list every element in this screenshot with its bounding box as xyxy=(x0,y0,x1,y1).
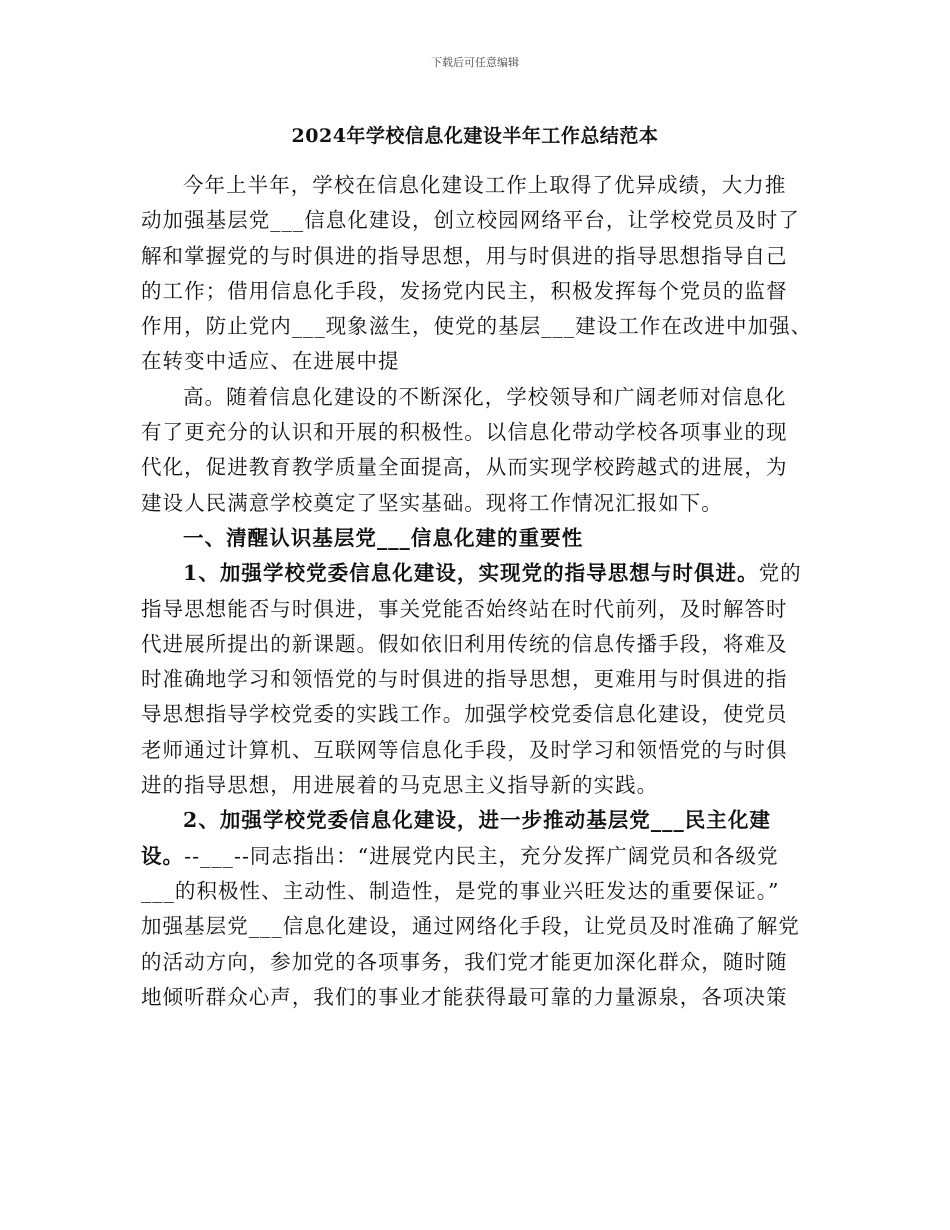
paragraph-line: 动加强基层党___信息化建设，创立校园网络平台，让学校党员及时了 xyxy=(141,208,800,233)
subheading-rest: 党的 xyxy=(758,561,802,586)
subheading-line: 2、加强学校党委信息化建设，进一步推动基层党___民主化建 xyxy=(183,808,771,833)
subheading-line xyxy=(141,556,821,591)
subheading-rest: --___--同志指出：“进展党内民主，充分发挥广阔党员和各级党 xyxy=(184,843,779,868)
document-title: 2024年学校信息化建设半年工作总结范本 xyxy=(291,125,659,147)
paragraph-line: 地倾听群众心声，我们的事业才能获得最可靠的力量源泉，各项决策 xyxy=(141,984,788,1009)
paragraph-line: 加强基层党___信息化建设，通过网络化手段，让党员及时准确了解党 xyxy=(141,914,800,939)
paragraph-line: 在转变中适应、在进展中提 xyxy=(141,349,400,374)
paragraph-line: 今年上半年，学校在信息化建设工作上取得了优异成绩，大力推 xyxy=(183,173,787,197)
paragraph-line: 有了更充分的认识和开展的积极性。以信息化带动学校各项事业的现 xyxy=(141,420,788,445)
paragraph-line: 指导思想能否与时俱进，事关党能否始终站在时代前列，及时解答时 xyxy=(141,596,788,621)
paragraph-line: 代进展所提出的新课题。假如依旧利用传统的信息传播手段，将难及 xyxy=(141,631,788,656)
document-body xyxy=(141,168,821,1015)
section-heading: 一、清醒认识基层党___信息化建的重要性 xyxy=(183,525,584,550)
paragraph-line: 的工作；借用信息化手段，发扬党内民主，积极发挥每个党员的监督 xyxy=(141,278,788,303)
paragraph-line: 导思想指导学校党委的实践工作。加强学校党委信息化建设，使党员 xyxy=(141,702,788,727)
paragraph-line: 建设人民满意学校奠定了坚实基础。现将工作情况汇报如下。 xyxy=(141,490,723,515)
paragraph-line: 解和掌握党的与时俱进的指导思想，用与时俱进的指导思想指导自己 xyxy=(141,243,788,268)
paragraph-line: 老师通过计算机、互联网等信息化手段，及时学习和领悟党的与时俱 xyxy=(141,737,788,762)
paragraph-line: 高。随着信息化建设的不断深化，学校领导和广阔老师对信息化 xyxy=(183,384,787,409)
paragraph-line: ___的积极性、主动性、制造性，是党的事业兴旺发达的重要保证。” xyxy=(141,878,780,903)
paragraph-line: 代化，促进教育教学质量全面提高，从而实现学校跨越式的进展，为 xyxy=(141,455,788,480)
subheading-bold: 设。 xyxy=(141,843,185,868)
paragraph-line: 的活动方向，参加党的各项事务，我们党才能更加深化群众，随时随 xyxy=(141,949,788,974)
paragraph-line: 进的指导思想，用进展着的马克思主义指导新的实践。 xyxy=(141,773,659,798)
paragraph-line: 时准确地学习和领悟党的与时俱进的指导思想，更难用与时俱进的指 xyxy=(141,667,788,692)
subheading-bold: 1、加强学校党委信息化建设，实现党的指导思想与时俱进。 xyxy=(183,561,759,586)
header-note: 下载后可任意编辑 xyxy=(431,56,519,69)
subheading-continuation xyxy=(141,839,821,874)
paragraph-line: 作用，防止党内___现象滋生，使党的基层___建设工作在改进中加强、 xyxy=(141,314,813,339)
